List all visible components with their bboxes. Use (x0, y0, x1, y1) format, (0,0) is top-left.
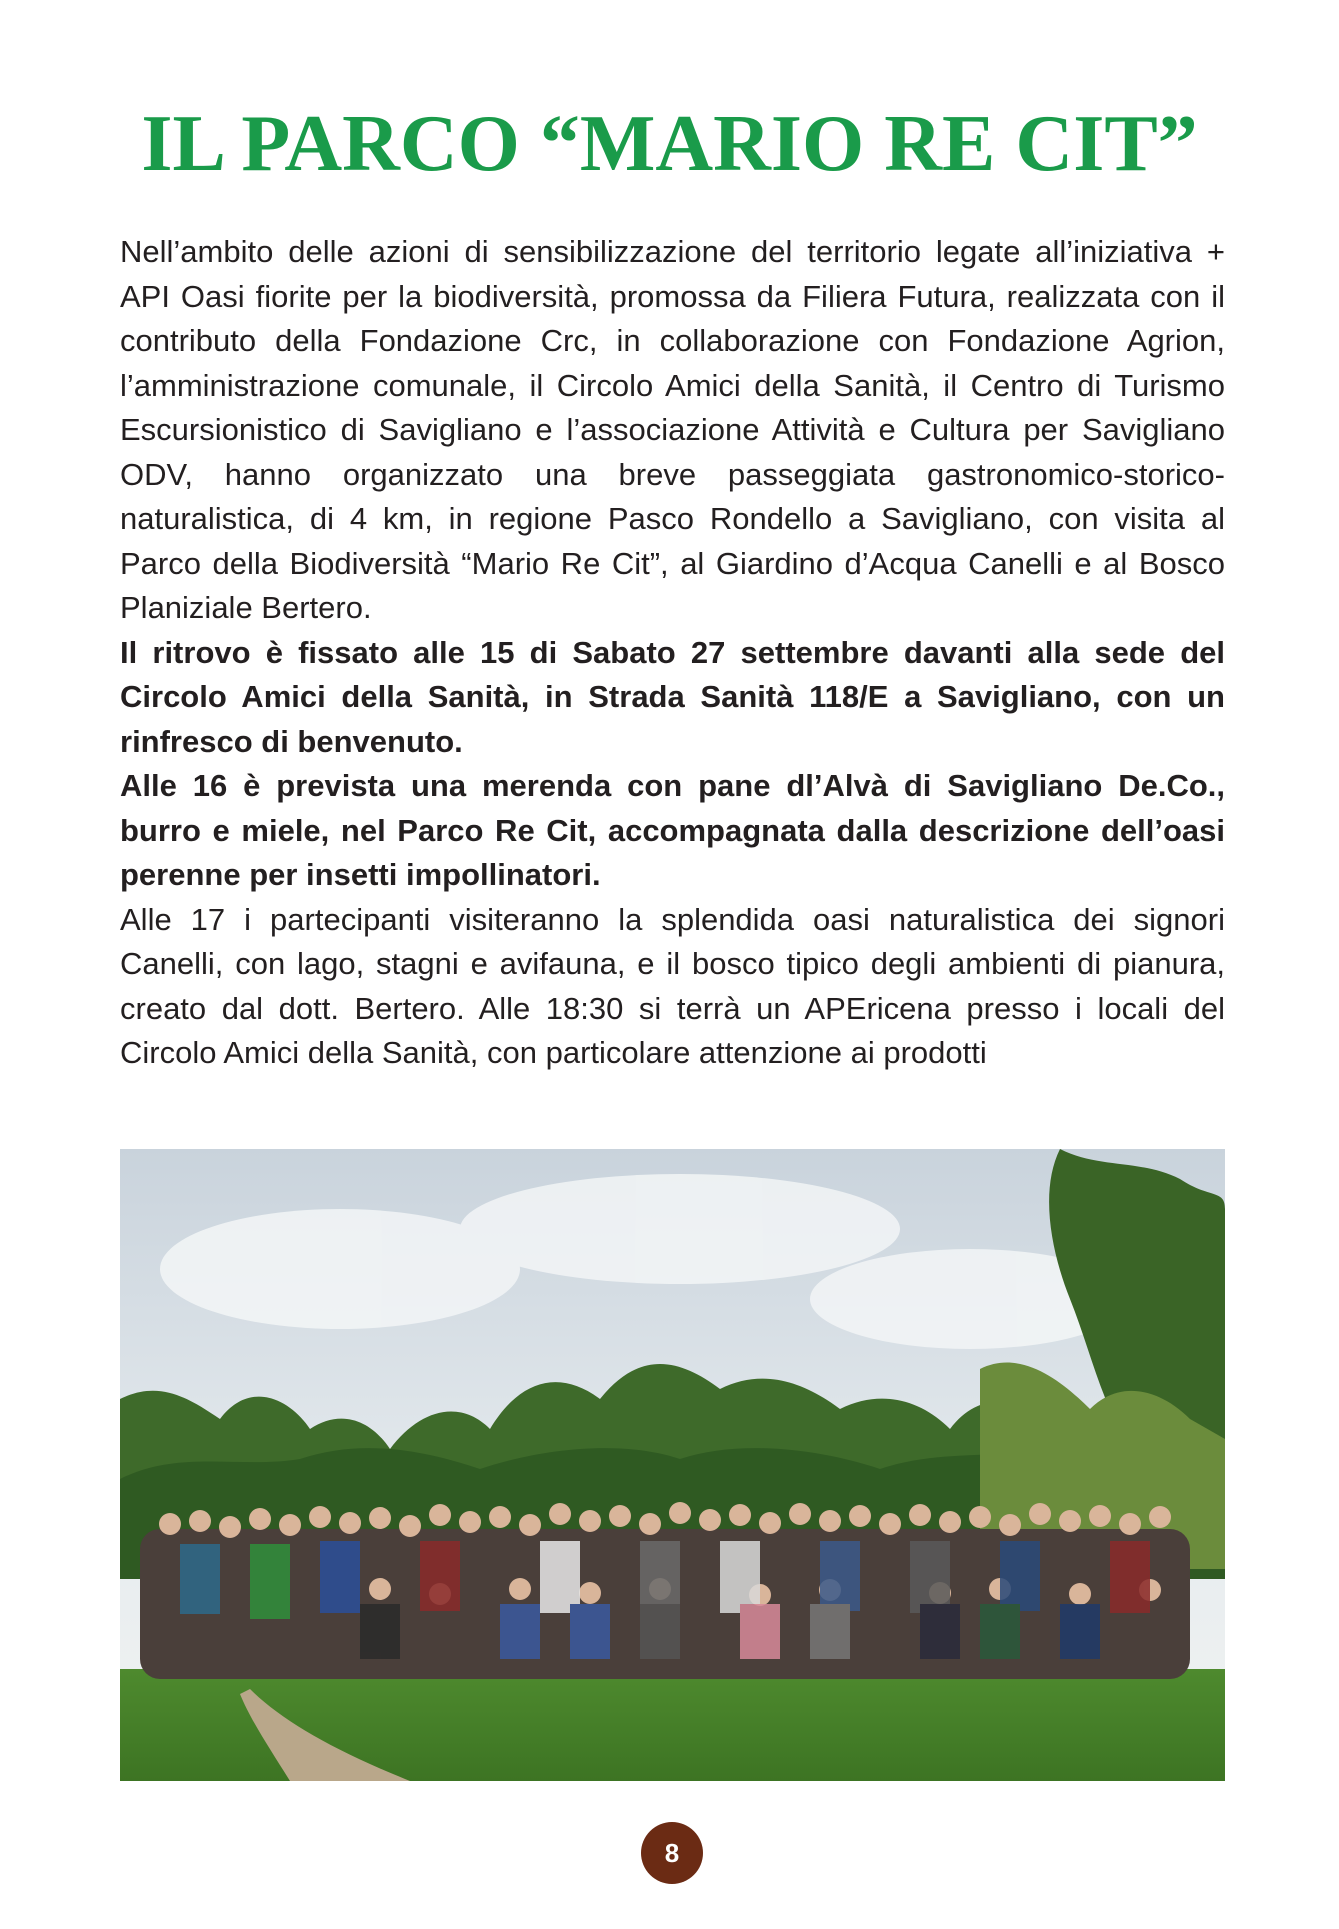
article-paragraph-intro: Nell’ambito delle azioni di sensibilizzazione del territorio legate all’iniziativa + API Oasi fiorite per la biodiversità, promossa da Filiera Futura, realizzata con il contributo della Fondazione Crc, in collaborazione con Fondazione Agrion, l’amministrazione comunale, il Circolo Amici della Sanità, il Centro di Turismo Escursionistico di Savigliano e l’associazione Attività e Cultura per Savigliano ODV, hanno organizzato una breve passeggiata gastronomico-storico-naturalistica, di 4 km, in regione Pasco Rondello a Savigliano, con visita al Parco della Biodiversità “Mario Re Cit”, al Giardino d’Acqua Canelli e al Bosco Planiziale Bertero. (120, 234, 1225, 625)
article-paragraph-snack: Alle 16 è prevista una merenda con pane dl’Alvà di Savigliano De.Co., burro e miele, nel Parco Re Cit, accompagnata dalla descrizione dell’oasi perenne per insetti impollinatori. (120, 768, 1225, 892)
group-photo-illustration (120, 1149, 1225, 1781)
page-number-badge: 8 (641, 1822, 703, 1884)
group-photo (120, 1149, 1225, 1781)
article-paragraph-visit: Alle 17 i partecipanti visiteranno la splendida oasi naturalistica dei signori Canelli, con lago, stagni e avifauna, e il bosco tipico degli ambienti di pianura, creato dal dott. Bertero. Alle 18:30 si terrà un APEricena presso i locali del Circolo Amici della Sanità, con particolare attenzione ai prodotti (120, 901, 1225, 1070)
article-body (120, 230, 1225, 1076)
article-paragraph-meeting: Il ritrovo è fissato alle 15 di Sabato 27 settembre davanti alla sede del Circolo Amici della Sanità, in Strada Sanità 118/E a Savigliano, con un rinfresco di benvenuto. (120, 634, 1225, 759)
page-title: IL PARCO “MARIO RE CIT” (141, 100, 1198, 188)
